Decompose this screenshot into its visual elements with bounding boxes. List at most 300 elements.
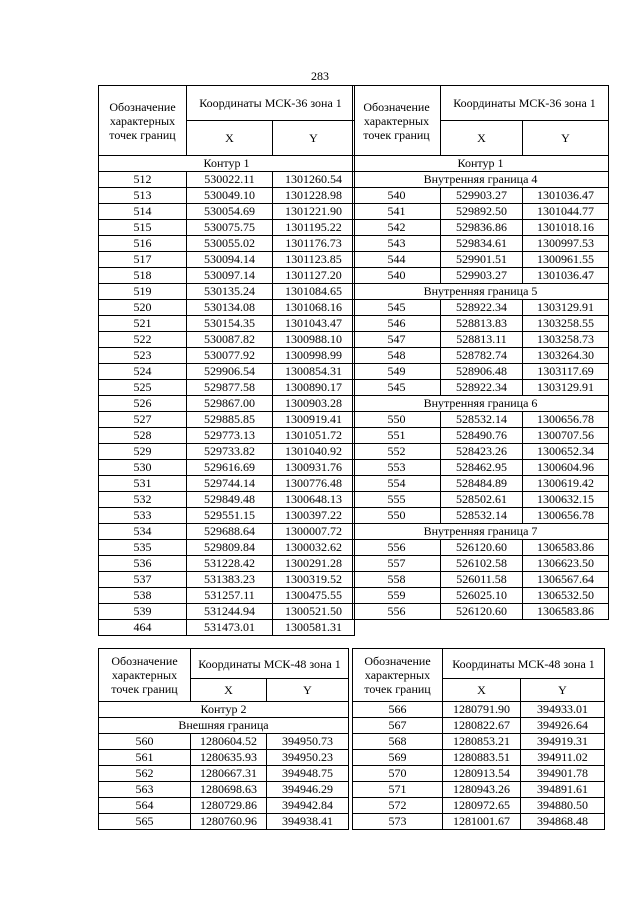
point-number: 551: [353, 428, 441, 444]
x-value: 530022.11: [187, 172, 273, 188]
point-number: 530: [99, 460, 187, 476]
table-row: [353, 798, 605, 814]
x-value: 1281001.67: [443, 814, 521, 830]
point-number: 557: [353, 556, 441, 572]
y-value: 1306623.50: [523, 556, 609, 572]
table-row: [353, 316, 609, 332]
x-value: 529551.15: [187, 508, 273, 524]
y-value: 1300854.31: [273, 364, 355, 380]
point-number: 561: [99, 750, 191, 766]
y-value: 394901.78: [521, 766, 605, 782]
point-number: 512: [99, 172, 187, 188]
x-value: 529901.51: [441, 252, 523, 268]
section-title: Контур 1: [353, 156, 609, 172]
table-row: [99, 798, 349, 814]
y-value: 1300998.99: [273, 348, 355, 364]
table-row: [353, 604, 609, 620]
table-row: [99, 188, 355, 204]
x-value: 530055.02: [187, 236, 273, 252]
x-value: 1280791.90: [443, 702, 521, 718]
point-number: 545: [353, 300, 441, 316]
table-row: [353, 220, 609, 236]
x-value: 530134.08: [187, 300, 273, 316]
table-row: [99, 540, 355, 556]
table-row: [99, 620, 355, 636]
coordinates-table-2: [352, 85, 609, 620]
table-row: [353, 572, 609, 588]
x-value: 530097.14: [187, 268, 273, 284]
header-point-label: Обозначение характерных точек границ: [353, 649, 443, 702]
table-row: [99, 204, 355, 220]
x-value: 528502.61: [441, 492, 523, 508]
table-row: [99, 734, 349, 750]
table-row: [353, 492, 609, 508]
page-number: 283: [311, 69, 329, 83]
section-row: [353, 156, 609, 172]
table-row: [99, 782, 349, 798]
x-value: 531473.01: [187, 620, 273, 636]
x-value: 1280853.21: [443, 734, 521, 750]
table-row: [353, 364, 609, 380]
y-value: 1300397.22: [273, 508, 355, 524]
x-value: 529892.50: [441, 204, 523, 220]
point-number: 570: [353, 766, 443, 782]
point-number: 540: [353, 188, 441, 204]
y-value: 1301221.90: [273, 204, 355, 220]
point-number: 536: [99, 556, 187, 572]
y-value: 1300961.55: [523, 252, 609, 268]
table-row: [353, 332, 609, 348]
y-value: 1303129.91: [523, 380, 609, 396]
point-number: 539: [99, 604, 187, 620]
y-value: 1303117.69: [523, 364, 609, 380]
point-number: 562: [99, 766, 191, 782]
y-value: 1300652.34: [523, 444, 609, 460]
y-value: 1300656.78: [523, 412, 609, 428]
table-row: [99, 508, 355, 524]
table-row: [353, 782, 605, 798]
y-value: 1300988.10: [273, 332, 355, 348]
x-value: 528490.76: [441, 428, 523, 444]
table-row: [99, 380, 355, 396]
point-number: 556: [353, 604, 441, 620]
point-number: 560: [99, 734, 191, 750]
y-value: 1303258.73: [523, 332, 609, 348]
y-value: 1301084.65: [273, 284, 355, 300]
table-row: [99, 316, 355, 332]
y-value: 1301195.22: [273, 220, 355, 236]
y-value: 1300619.42: [523, 476, 609, 492]
point-number: 538: [99, 588, 187, 604]
table-row: [353, 750, 605, 766]
x-value: 530054.69: [187, 204, 273, 220]
x-value: 1280883.51: [443, 750, 521, 766]
section-row: [99, 702, 349, 718]
table-row: [99, 572, 355, 588]
y-value: 1301043.47: [273, 316, 355, 332]
table-row: [353, 556, 609, 572]
point-number: 515: [99, 220, 187, 236]
point-number: 529: [99, 444, 187, 460]
table-row: [99, 588, 355, 604]
y-value: 1300319.52: [273, 572, 355, 588]
y-value: 1306532.50: [523, 588, 609, 604]
section-row: [99, 156, 355, 172]
table-row: [353, 540, 609, 556]
x-value: 1280698.63: [191, 782, 267, 798]
point-number: 518: [99, 268, 187, 284]
table-row: [99, 814, 349, 830]
x-value: 528484.89: [441, 476, 523, 492]
point-number: 527: [99, 412, 187, 428]
point-number: 550: [353, 412, 441, 428]
table-row: [353, 188, 609, 204]
table-row: [99, 284, 355, 300]
point-number: 559: [353, 588, 441, 604]
x-value: 530075.75: [187, 220, 273, 236]
x-value: 529877.58: [187, 380, 273, 396]
y-value: 1300581.31: [273, 620, 355, 636]
x-value: 1280943.26: [443, 782, 521, 798]
y-value: 1300604.96: [523, 460, 609, 476]
y-value: 1300776.48: [273, 476, 355, 492]
point-number: 556: [353, 540, 441, 556]
table-row: [353, 252, 609, 268]
point-number: 544: [353, 252, 441, 268]
point-number: 553: [353, 460, 441, 476]
y-value: 1301123.85: [273, 252, 355, 268]
point-number: 550: [353, 508, 441, 524]
table-row: [353, 508, 609, 524]
point-number: 547: [353, 332, 441, 348]
y-value: 1301260.54: [273, 172, 355, 188]
section-title: Контур 1: [99, 156, 355, 172]
table-row: [99, 396, 355, 412]
table-row: [99, 556, 355, 572]
x-value: 530094.14: [187, 252, 273, 268]
point-number: 571: [353, 782, 443, 798]
point-number: 540: [353, 268, 441, 284]
table-row: [353, 268, 609, 284]
header-x: X: [187, 121, 273, 156]
section-title: Внешняя граница: [99, 718, 349, 734]
y-value: 1300997.53: [523, 236, 609, 252]
point-number: 525: [99, 380, 187, 396]
point-number: 519: [99, 284, 187, 300]
point-number: 563: [99, 782, 191, 798]
section-row: [353, 172, 609, 188]
y-value: 394938.41: [267, 814, 349, 830]
y-value: 394891.61: [521, 782, 605, 798]
point-number: 545: [353, 380, 441, 396]
point-number: 516: [99, 236, 187, 252]
point-number: 464: [99, 620, 187, 636]
y-value: 1306567.64: [523, 572, 609, 588]
y-value: 394868.48: [521, 814, 605, 830]
y-value: 1301018.16: [523, 220, 609, 236]
point-number: 528: [99, 428, 187, 444]
y-value: 1300656.78: [523, 508, 609, 524]
x-value: 526120.60: [441, 540, 523, 556]
y-value: 1301036.47: [523, 188, 609, 204]
section-row: [99, 718, 349, 734]
y-value: 1301044.77: [523, 204, 609, 220]
table-row: [99, 252, 355, 268]
header-point-label: Обозначение характерных точек границ: [353, 86, 441, 156]
x-value: 529903.27: [441, 188, 523, 204]
x-value: 529688.64: [187, 524, 273, 540]
x-value: 1280972.65: [443, 798, 521, 814]
y-value: 1303258.55: [523, 316, 609, 332]
table-row: [353, 814, 605, 830]
x-value: 529836.86: [441, 220, 523, 236]
point-number: 573: [353, 814, 443, 830]
point-number: 565: [99, 814, 191, 830]
table-row: [353, 348, 609, 364]
x-value: 529744.14: [187, 476, 273, 492]
table-row: [99, 268, 355, 284]
header-coordinates: Координаты МСК-36 зона 1: [187, 86, 355, 121]
table-row: [99, 300, 355, 316]
table-row: [99, 476, 355, 492]
table-row: [99, 492, 355, 508]
y-value: 394946.29: [267, 782, 349, 798]
point-number: 520: [99, 300, 187, 316]
point-number: 564: [99, 798, 191, 814]
table-row: [353, 766, 605, 782]
table-row: [99, 332, 355, 348]
y-value: 394933.01: [521, 702, 605, 718]
x-value: 529733.82: [187, 444, 273, 460]
coordinates-table-1: [98, 85, 355, 636]
table-row: [353, 588, 609, 604]
table-row: [99, 524, 355, 540]
table-row: [99, 750, 349, 766]
x-value: 528813.11: [441, 332, 523, 348]
table-row: [99, 348, 355, 364]
x-value: 1280635.93: [191, 750, 267, 766]
point-number: 532: [99, 492, 187, 508]
section-row: [353, 284, 609, 300]
header-x: X: [191, 679, 267, 702]
point-number: 522: [99, 332, 187, 348]
point-number: 541: [353, 204, 441, 220]
section-title: Внутренняя граница 4: [353, 172, 609, 188]
y-value: 1300521.50: [273, 604, 355, 620]
table-row: [353, 236, 609, 252]
y-value: 1300475.55: [273, 588, 355, 604]
table-row: [99, 460, 355, 476]
y-value: 1300919.41: [273, 412, 355, 428]
y-value: 1300648.13: [273, 492, 355, 508]
y-value: 1301176.73: [273, 236, 355, 252]
y-value: 394950.73: [267, 734, 349, 750]
y-value: 394948.75: [267, 766, 349, 782]
y-value: 1301127.20: [273, 268, 355, 284]
y-value: 1301228.98: [273, 188, 355, 204]
table-row: [353, 444, 609, 460]
point-number: 546: [353, 316, 441, 332]
point-number: 534: [99, 524, 187, 540]
header-coordinates: Координаты МСК-48 зона 1: [443, 649, 605, 679]
x-value: 529834.61: [441, 236, 523, 252]
x-value: 531383.23: [187, 572, 273, 588]
y-value: 1300291.28: [273, 556, 355, 572]
point-number: 549: [353, 364, 441, 380]
x-value: 526025.10: [441, 588, 523, 604]
point-number: 554: [353, 476, 441, 492]
point-number: 568: [353, 734, 443, 750]
point-number: 531: [99, 476, 187, 492]
table-row: [353, 476, 609, 492]
point-number: 566: [353, 702, 443, 718]
y-value: 1300032.62: [273, 540, 355, 556]
point-number: 569: [353, 750, 443, 766]
x-value: 529616.69: [187, 460, 273, 476]
header-point-label: Обозначение характерных точек границ: [99, 649, 191, 702]
x-value: 529849.48: [187, 492, 273, 508]
y-value: 1300890.17: [273, 380, 355, 396]
header-x: X: [441, 121, 523, 156]
y-value: 394919.31: [521, 734, 605, 750]
point-number: 552: [353, 444, 441, 460]
table-row: [99, 364, 355, 380]
point-number: 513: [99, 188, 187, 204]
header-x: X: [443, 679, 521, 702]
x-value: 526102.58: [441, 556, 523, 572]
table-row: [353, 734, 605, 750]
table-row: [353, 718, 605, 734]
x-value: 530077.92: [187, 348, 273, 364]
section-title: Контур 2: [99, 702, 349, 718]
x-value: 528906.48: [441, 364, 523, 380]
table-row: [99, 236, 355, 252]
table-row: [99, 766, 349, 782]
coordinates-table-4: [352, 648, 605, 830]
table-row: [353, 380, 609, 396]
x-value: 529809.84: [187, 540, 273, 556]
x-value: 528423.26: [441, 444, 523, 460]
x-value: 530049.10: [187, 188, 273, 204]
coordinates-table-3: [98, 648, 349, 830]
table-row: [99, 444, 355, 460]
x-value: 528782.74: [441, 348, 523, 364]
point-number: 521: [99, 316, 187, 332]
point-number: 558: [353, 572, 441, 588]
point-number: 526: [99, 396, 187, 412]
x-value: 528922.34: [441, 300, 523, 316]
header-y: Y: [523, 121, 609, 156]
y-value: 1300931.76: [273, 460, 355, 476]
y-value: 1300632.15: [523, 492, 609, 508]
point-number: 524: [99, 364, 187, 380]
section-title: Внутренняя граница 5: [353, 284, 609, 300]
section-row: [353, 524, 609, 540]
y-value: 1300903.28: [273, 396, 355, 412]
y-value: 394926.64: [521, 718, 605, 734]
section-title: Внутренняя граница 6: [353, 396, 609, 412]
header-y: Y: [273, 121, 355, 156]
y-value: 1303264.30: [523, 348, 609, 364]
x-value: 529773.13: [187, 428, 273, 444]
y-value: 1301051.72: [273, 428, 355, 444]
x-value: 1280913.54: [443, 766, 521, 782]
y-value: 394942.84: [267, 798, 349, 814]
header-coordinates: Координаты МСК-48 зона 1: [191, 649, 349, 679]
x-value: 529903.27: [441, 268, 523, 284]
x-value: 529906.54: [187, 364, 273, 380]
y-value: 1301068.16: [273, 300, 355, 316]
x-value: 1280604.52: [191, 734, 267, 750]
table-row: [353, 702, 605, 718]
point-number: 543: [353, 236, 441, 252]
header-y: Y: [267, 679, 349, 702]
table-row: [99, 604, 355, 620]
x-value: 530087.82: [187, 332, 273, 348]
table-row: [353, 412, 609, 428]
x-value: 529885.85: [187, 412, 273, 428]
section-title: Внутренняя граница 7: [353, 524, 609, 540]
point-number: 572: [353, 798, 443, 814]
point-number: 523: [99, 348, 187, 364]
y-value: 1301036.47: [523, 268, 609, 284]
x-value: 526120.60: [441, 604, 523, 620]
table-row: [353, 204, 609, 220]
point-number: 535: [99, 540, 187, 556]
table-row: [99, 220, 355, 236]
table-row: [99, 172, 355, 188]
y-value: 394950.23: [267, 750, 349, 766]
x-value: 530154.35: [187, 316, 273, 332]
y-value: 1303129.91: [523, 300, 609, 316]
point-number: 514: [99, 204, 187, 220]
table-row: [353, 428, 609, 444]
x-value: 1280667.31: [191, 766, 267, 782]
x-value: 528532.14: [441, 508, 523, 524]
y-value: 1306583.86: [523, 540, 609, 556]
table-row: [353, 460, 609, 476]
y-value: 1300007.72: [273, 524, 355, 540]
header-y: Y: [521, 679, 605, 702]
header-coordinates: Координаты МСК-36 зона 1: [441, 86, 609, 121]
point-number: 533: [99, 508, 187, 524]
x-value: 528462.95: [441, 460, 523, 476]
x-value: 530135.24: [187, 284, 273, 300]
y-value: 1301040.92: [273, 444, 355, 460]
y-value: 1300707.56: [523, 428, 609, 444]
point-number: 548: [353, 348, 441, 364]
x-value: 531228.42: [187, 556, 273, 572]
table-row: [353, 300, 609, 316]
x-value: 1280822.67: [443, 718, 521, 734]
x-value: 528922.34: [441, 380, 523, 396]
table-row: [99, 412, 355, 428]
x-value: 1280729.86: [191, 798, 267, 814]
point-number: 555: [353, 492, 441, 508]
table-row: [99, 428, 355, 444]
point-number: 542: [353, 220, 441, 236]
x-value: 531257.11: [187, 588, 273, 604]
x-value: 529867.00: [187, 396, 273, 412]
y-value: 394880.50: [521, 798, 605, 814]
x-value: 528813.83: [441, 316, 523, 332]
x-value: 526011.58: [441, 572, 523, 588]
section-row: [353, 396, 609, 412]
point-number: 567: [353, 718, 443, 734]
x-value: 531244.94: [187, 604, 273, 620]
point-number: 517: [99, 252, 187, 268]
x-value: 528532.14: [441, 412, 523, 428]
